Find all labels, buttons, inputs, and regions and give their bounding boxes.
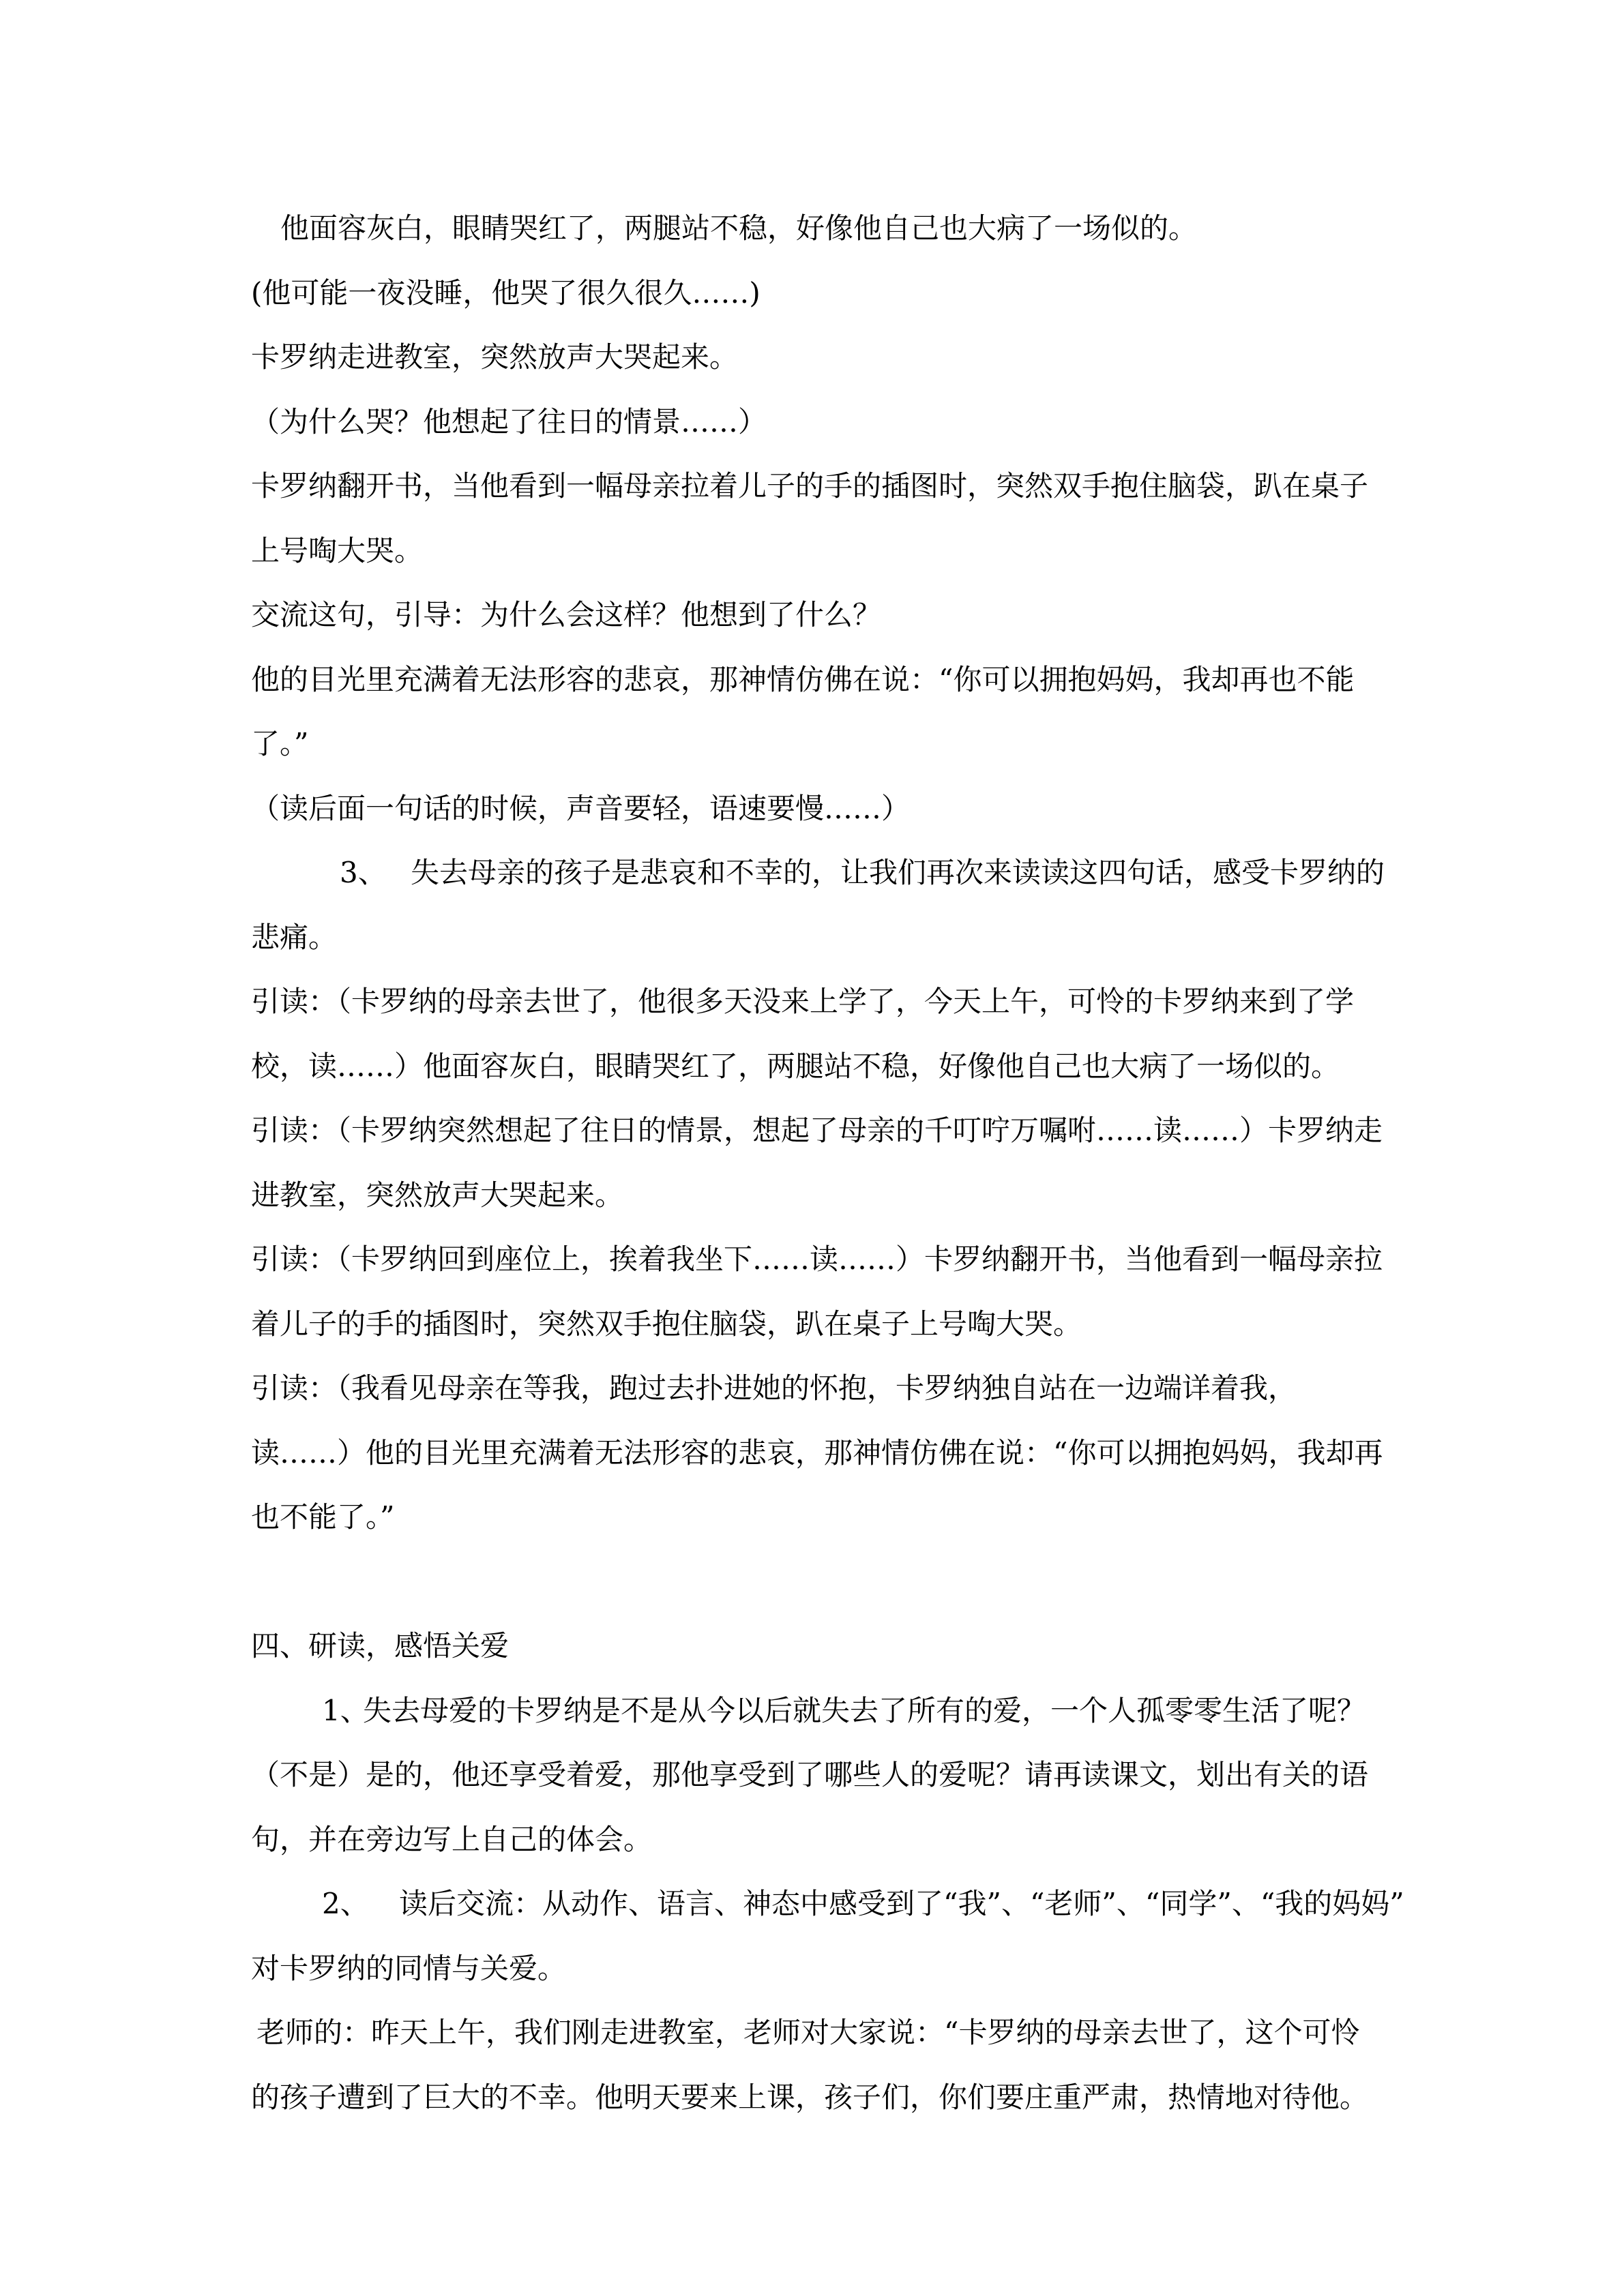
text-line: 引读：（卡罗纳回到座位上，挨着我坐下……读……）卡罗纳翻开书，当他看到一幅母亲拉 [251, 1242, 1383, 1276]
text-line: 卡罗纳翻开书，当他看到一幅母亲拉着儿子的手的插图时，突然双手抱住脑袋，趴在桌子 [251, 469, 1369, 503]
text-line: 老师的：昨天上午，我们刚走进教室，老师对大家说：“卡罗纳的母亲去世了，这个可怜 [256, 2016, 1360, 2049]
text-line: 悲痛。 [251, 920, 338, 954]
list-number: 3、 [340, 856, 387, 889]
text-line: 他面容灰白，眼睛哭红了，两腿站不稳，好像他自己也大病了一场似的。 [280, 211, 1198, 245]
text-body [251, 196, 1411, 2130]
text-line: 读……）他的目光里充满着无法形容的悲哀，那神情仿佛在说：“你可以拥抱妈妈，我却再 [251, 1435, 1383, 1470]
text-line: （读后面一句话的时候，声音要轻，语速要慢……） [251, 791, 911, 825]
numbered-line [251, 841, 1411, 906]
text-line: 的孩子遭到了巨大的不幸。他明天要来上课，孩子们，你们要庄重严肃，热情地对待他。 [251, 2080, 1369, 2114]
numbered-line-text: 读后交流：从动作、语言、神态中感受到了“我”、“老师”、“同学”、“我的妈妈” [399, 1887, 1404, 1920]
text-line: 也不能了。” [251, 1500, 395, 1534]
numbered-line-text: 失去母爱的卡罗纳是不是从今以后就失去了所有的爱，一个人孤零零生活了呢？ [363, 1693, 1366, 1727]
text-line: 句，并在旁边写上自己的体会。 [251, 1822, 653, 1856]
text-line: 上号啕大哭。 [251, 533, 424, 567]
text-line: 引读：（我看见母亲在等我，跑过去扑进她的怀抱，卡罗纳独自站在一边端详着我， [251, 1371, 1297, 1405]
text-line: 交流这句，引导：为什么会这样？他想到了什么？ [251, 598, 882, 631]
text-line: 了。” [251, 727, 309, 760]
text-line: （为什么哭？他想起了往日的情景……） [251, 404, 767, 438]
text-line: (他可能一夜没睡，他哭了很久很久……) [251, 275, 761, 310]
text-line: 校，读……）他面容灰白，眼睛哭红了，两腿站不稳，好像他自己也大病了一场似的。 [251, 1049, 1340, 1083]
section-heading: 四、研读，感悟关爱 [251, 1629, 510, 1663]
list-number: 1、 [322, 1693, 369, 1727]
numbered-line [251, 1872, 1411, 1937]
text-line: 他的目光里充满着无法形容的悲哀，那神情仿佛在说：“你可以拥抱妈妈，我却再也不能 [251, 662, 1355, 696]
text-line: 着儿子的手的插图时，突然双手抱住脑袋，趴在桌子上号啕大哭。 [251, 1307, 1082, 1341]
text-line: 对卡罗纳的同情与关爱。 [251, 1951, 567, 1985]
text-line: （不是）是的，他还享受着爱，那他享受到了哪些人的爱呢？请再读课文，划出有关的语 [251, 1758, 1369, 1791]
text-line: 引读：（卡罗纳突然想起了往日的情景，想起了母亲的千叮咛万嘱咐……读……）卡罗纳走 [251, 1114, 1383, 1147]
list-number: 2、 [322, 1887, 369, 1920]
text-line: 进教室，突然放声大哭起来。 [251, 1178, 624, 1212]
numbered-line [251, 1679, 1411, 1744]
numbered-line-text: 失去母亲的孩子是悲哀和不幸的，让我们再次来读读这四句话，感受卡罗纳的 [411, 856, 1385, 889]
blank-line [251, 1550, 1411, 1615]
text-line: 卡罗纳走进教室，突然放声大哭起来。 [251, 340, 739, 374]
text-line: 引读：（卡罗纳的母亲去世了，他很多天没来上学了，今天上午，可怜的卡罗纳来到了学 [251, 985, 1355, 1018]
